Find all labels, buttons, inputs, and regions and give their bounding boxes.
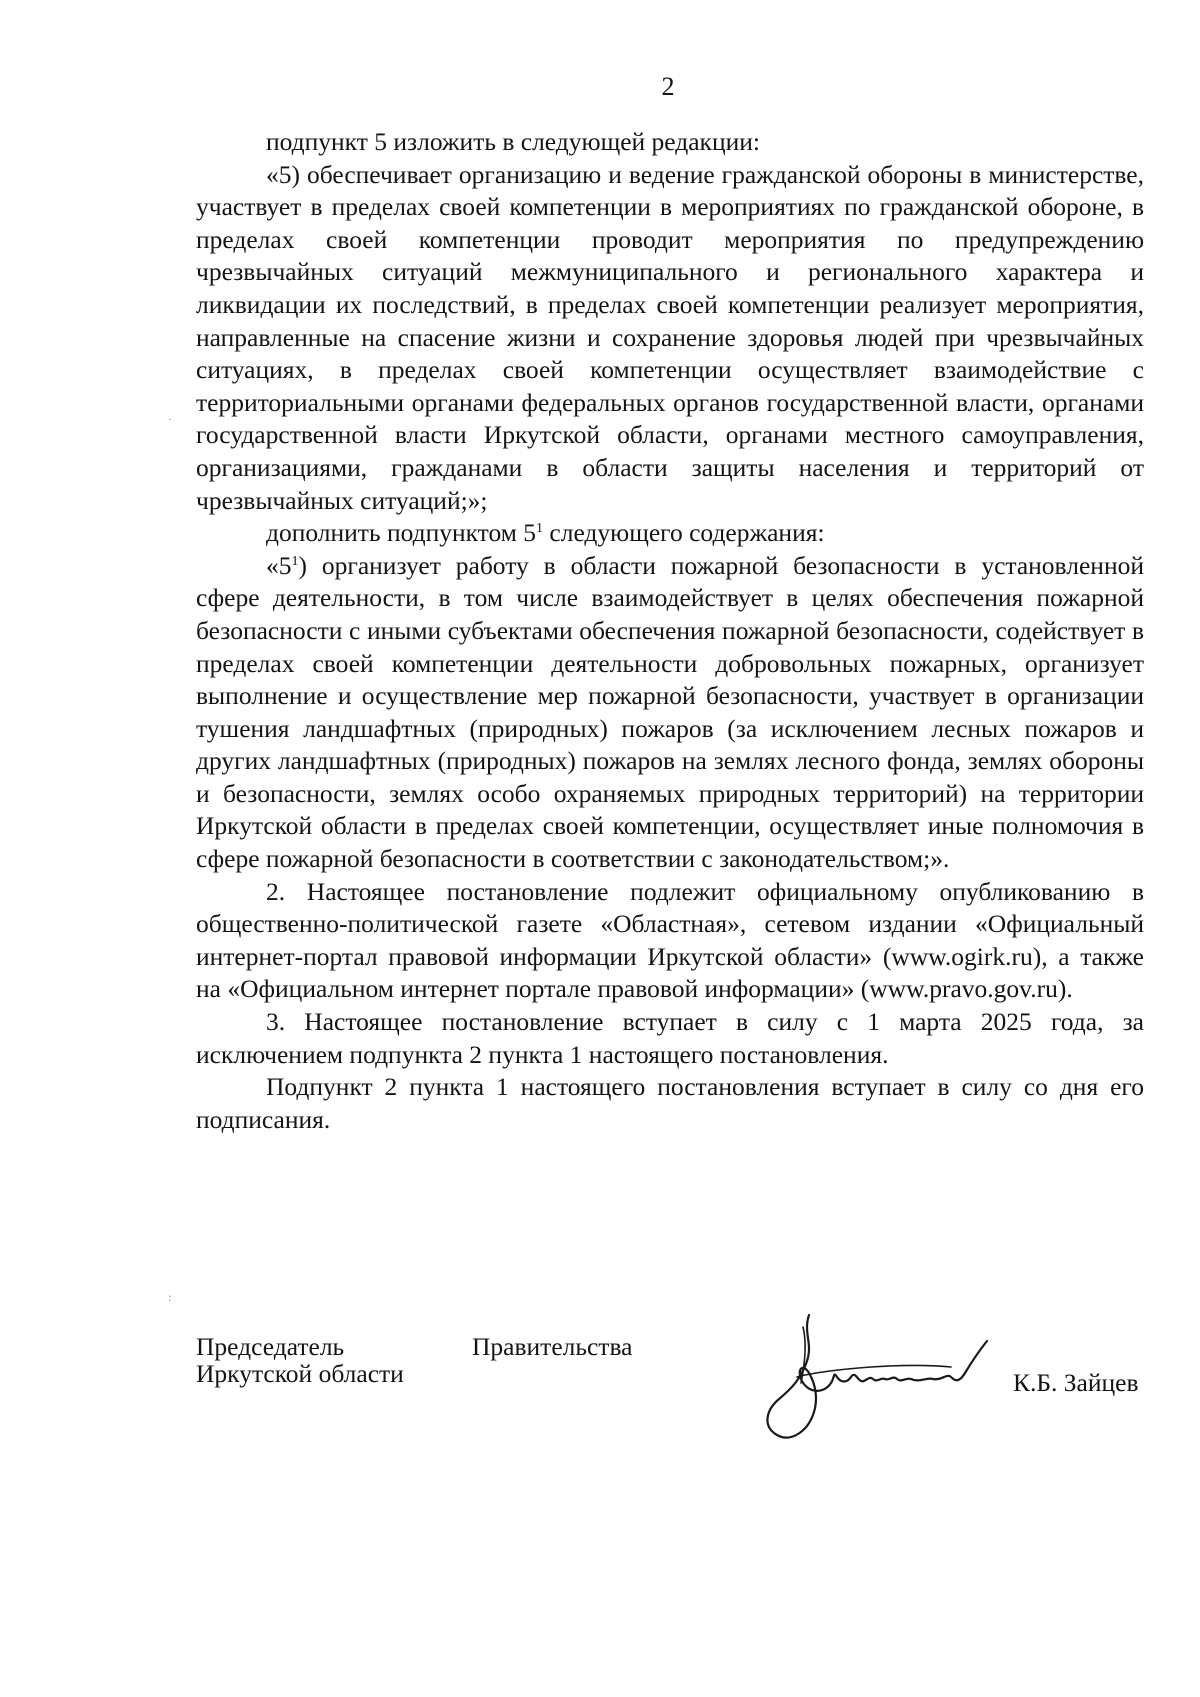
page-number: 2 xyxy=(661,72,675,101)
scan-artifact: : xyxy=(168,1290,172,1304)
document-body xyxy=(196,126,1144,1136)
paragraph-text: Подпункт 2 пункта 1 настоящего постановления вступает в силу со дня его подписания. xyxy=(196,1072,1144,1134)
signatory-name: К.Б. Зайцев xyxy=(1013,1368,1139,1397)
paragraph-6 xyxy=(196,1006,1144,1071)
paragraph-text: 3. Настоящее постановление вступает в силу с 1 марта 2025 года, за исключением подпункта 2 пункта 1 настоящего постановления. xyxy=(196,1007,1144,1069)
paragraph-text: 2. Настоящее постановление подлежит официальному опубликованию в общественно-политической газете «Областная», сетевом издании «Официальный интернет-портал правовой информации Иркутской области» (www.ogirk.ru), а также на «Официальном интернет портале правовой информации» (www.pravo.gov.ru). xyxy=(196,876,1144,1004)
handwritten-signature xyxy=(751,1303,1011,1453)
paragraph-text: следующего содержания: xyxy=(543,518,825,548)
signatory-title-part-1: Председатель xyxy=(196,1332,345,1361)
superscript: 1 xyxy=(291,553,299,569)
paragraph-4 xyxy=(196,550,1144,876)
superscript: 1 xyxy=(536,521,544,537)
paragraph-7 xyxy=(196,1071,1144,1136)
paragraph-2 xyxy=(196,159,1144,518)
scan-artifact: · xyxy=(168,412,172,426)
signatory-title-part-3: Иркутской области xyxy=(196,1359,404,1388)
paragraph-text: «5 xyxy=(266,550,292,580)
signatory-title-part-2: Правительства xyxy=(472,1332,633,1361)
paragraph-5 xyxy=(196,876,1144,1006)
paragraph-1 xyxy=(196,126,1144,159)
paragraph-text: дополнить подпунктом 5 xyxy=(266,518,537,548)
paragraph-text: ) организует работу в области пожарной безопасности в установленной сфере деятельности, в том числе взаимодействует в целях обеспечения пожарной безопасности с иными субъектами обеспечения пожарной безопасности, содействует в пределах своей компетенции деятельности добровольных пожарных, организует выполнение и осуществление мер пожарной безопасности, участвует в организации тушения ландшафтных (природных) пожаров (за исключением лесных пожаров и других ландшафтных (природных) пожаров на землях лесного фонда, землях обороны и безопасности, землях особо охраняемых природных территорий) на территории Иркутской области в пределах своей компетенции, осуществляет иные полномочия в сфере пожарной безопасности в соответствии с законодательством;». xyxy=(196,550,1144,874)
signature-block xyxy=(196,1333,1156,1453)
paragraph-3 xyxy=(196,517,1144,550)
paragraph-text: подпункт 5 изложить в следующей редакции: xyxy=(266,127,760,156)
paragraph-text: «5) обеспечивает организацию и ведение гражданской обороны в министерстве, участвует в пределах своей компетенции в мероприятиях по гражданской обороне, в пределах своей компетенции проводит мероприятия по предупреждению чрезвычайных ситуаций межмуниципального и регионального характера и ликвидации их последствий, в пределах своей компетенции реализует мероприятия, направленные на спасение жизни и сохранение здоровья людей при чрезвычайных ситуациях, в пределах своей компетенции осуществляет взаимодействие с территориальными органами федеральных органов государственной власти, органами государственной власти Иркутской области, органами местного самоуправления, организациями, гражданами в области защиты населения и территорий от чрезвычайных ситуаций;»; xyxy=(196,159,1144,515)
signatory-title xyxy=(196,1333,632,1387)
